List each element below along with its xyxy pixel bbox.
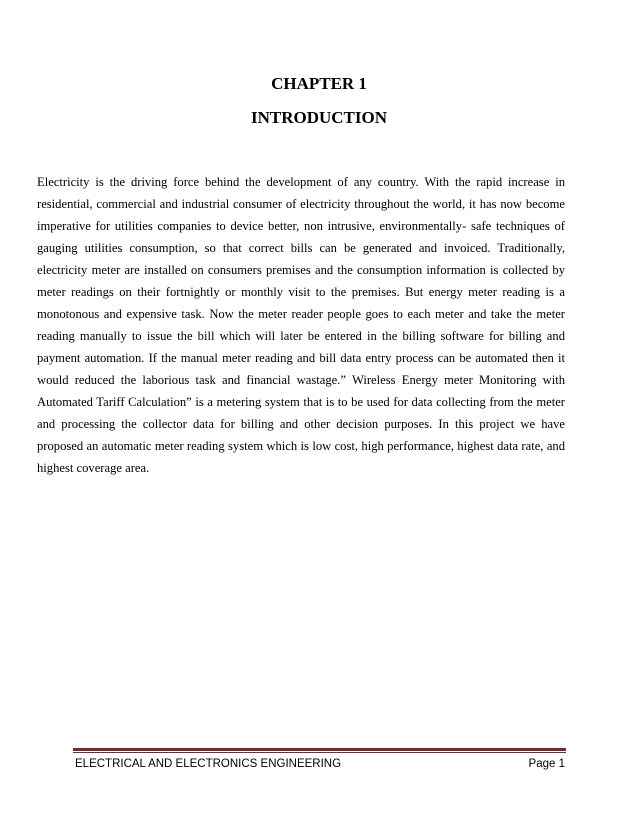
body-line: reading manually to issue the bill which will later be entered in the billing software for billing and bbox=[37, 329, 565, 343]
body-line: payment automation. If the manual meter reading and bill data entry process can be automated then it bbox=[37, 351, 565, 365]
body-line: Electricity is the driving force behind the development of any country. With the rapid increase in bbox=[37, 175, 565, 189]
body-line: imperative for utilities companies to device better, non intrusive, environmentally- safe techniques of bbox=[37, 219, 565, 233]
body-paragraph bbox=[37, 171, 565, 479]
body-line: would reduced the laborious task and financial wastage.” Wireless Energy meter Monitoring with bbox=[37, 373, 565, 387]
footer-department: ELECTRICAL AND ELECTRONICS ENGINEERING bbox=[75, 758, 342, 770]
body-line: monotonous and expensive task. Now the meter reader people goes to each meter and take the meter bbox=[37, 307, 565, 321]
body-line: residential, commercial and industrial consumer of electricity throughout the world, it has now become bbox=[37, 197, 565, 211]
page-number: Page 1 bbox=[528, 758, 565, 770]
footer-rule-thin bbox=[73, 752, 566, 753]
body-line: proposed an automatic meter reading system which is low cost, high performance, highest data rate, and bbox=[37, 439, 565, 453]
page-title: INTRODUCTION bbox=[250, 108, 388, 127]
body-line: electricity meter are installed on consumers premises and the consumption information is collected by bbox=[37, 263, 565, 277]
chapter-label: CHAPTER 1 bbox=[271, 74, 367, 93]
footer-rule bbox=[73, 748, 566, 751]
body-line: Automated Tariff Calculation” is a metering system that is to be used for data collecting from the meter bbox=[37, 395, 565, 409]
body-line: gauging utilities consumption, so that correct bills can be generated and invoiced. Traditionally, bbox=[37, 241, 565, 255]
body-line: highest coverage area. bbox=[37, 461, 150, 475]
body-line: meter readings on their fortnightly or monthly visit to the premises. But energy meter reading is a bbox=[37, 285, 565, 299]
body-line: and processing the collector data for billing and other decision purposes. In this project we have bbox=[37, 417, 565, 431]
